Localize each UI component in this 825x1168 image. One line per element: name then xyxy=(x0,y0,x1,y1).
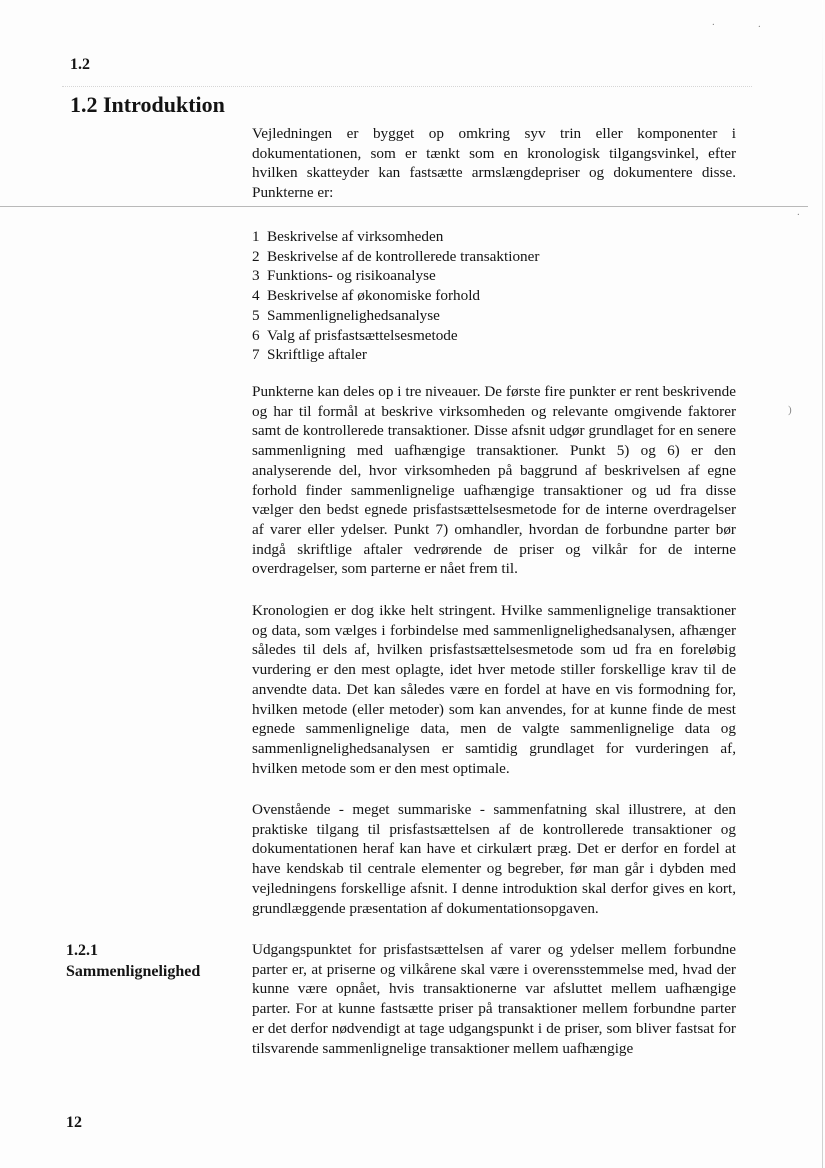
list-item-label: Valg af prisfastsættelsesmetode xyxy=(267,326,458,344)
header-rule xyxy=(62,86,752,87)
scan-edge-shadow xyxy=(822,0,823,1168)
running-head: 1.2 xyxy=(70,56,90,73)
list-item-number: 6 xyxy=(252,326,260,344)
scan-speck: ) xyxy=(788,404,792,416)
list-item xyxy=(252,247,736,267)
list-item xyxy=(252,227,736,247)
list-item-number: 7 xyxy=(252,346,260,364)
list-item xyxy=(252,306,736,326)
list-item-label: Beskrivelse af de kontrollerede transaktioner xyxy=(267,247,540,265)
list-item-number: 2 xyxy=(252,247,260,265)
section-heading xyxy=(66,940,200,982)
paragraph-chronology: Kronologien er dog ikke helt stringent. Hvilke sammenlignelige transaktioner og data, som vælges i forbindelse med sammenlignelighedsanalysen, afhænger således til dels af, hvilken prisfastsættelsesmetode som ud fra en foreløbig vurdering er den mest oplagte, idet hver metode stiller forskellige krav til de anvendte data. Det kan således være en fordel at have en vis formodning for, hvilken metode (eller metoder) som kan anvendes, for at kunne finde de mest egnede sammenlignelige data, men de valgte sammenlignelige data og sammenlignelighedsanalysen er samtidig grundlaget for vurderingen af, hvilken metode som er den mest optimale. xyxy=(252,602,736,777)
list-item xyxy=(252,286,736,306)
list-item-label: Beskrivelse af virksomheden xyxy=(267,228,444,245)
list-item xyxy=(252,266,736,286)
list-item-label: Funktions- og risikoanalyse xyxy=(267,267,436,285)
intro-paragraph: Vejledningen er bygget op omkring syv trin eller komponenter i dokumentationen, som er tænkt som en kronologisk tilgangsvinkel, efter hvilken skatteyder kan fastsætte armslængdepriser og dokumentere disse. Punkterne er: xyxy=(252,125,736,202)
list-item xyxy=(252,326,736,346)
page-number: 12 xyxy=(66,1114,82,1131)
section-paragraph: Udgangspunktet for prisfastsættelsen af varer og ydelser mellem forbundne parter er, at priserne og vilkårene skal være i overensstemmelse med, hvad der kunne være opnået, hvis transaktionerne var afsluttet mellem uafhængige parter. For at kunne fastsætte priser på transaktioner mellem forbundne parter er det derfor nødvendigt at tage udgangspunkt i de priser, som bliver fastsat for tilsvarende sammenlignelige transaktioner mellem uafhængige xyxy=(252,941,736,1057)
list-item xyxy=(252,345,736,365)
scan-speck: . xyxy=(797,206,800,218)
list-item-number: 4 xyxy=(252,287,260,305)
scan-fold-line xyxy=(0,206,808,207)
list-item-label: Beskrivelse af økonomiske forhold xyxy=(267,287,481,305)
list-item-number: 5 xyxy=(252,306,260,324)
section-title: Sammenlignelighed xyxy=(66,963,201,980)
list-item-label: Skriftlige aftaler xyxy=(267,346,367,364)
paragraph-levels: Punkterne kan deles op i tre niveauer. De første fire punkter er rent beskrivende og har til formål at beskrive virksomheden og relevante omgivende faktorer samt de kontrollerede transaktioner. Disse afsnit udgør grundlaget for en senere sammenligning med uafhængige transaktioner. Punkt 5) og 6) er den analyserende del, hvor virksomheden på baggrund af beskrivelsen af egne forhold finder sammenlignelige uafhængige transaktioner og ud fra disse vælger den bedst egnede prisfastsættelsesmetode for de interne overdragelser af varer eller ydelser. Punkt 7) omhandler, hvordan de forbundne parter bør indgå skriftlige aftaler vedrørende de priser og vilkår for de interne overdragelser, som parterne er nået frem til. xyxy=(252,383,736,578)
list-item-number: 1 xyxy=(252,228,260,245)
list-item-number: 3 xyxy=(252,267,260,285)
scan-speck: . xyxy=(758,18,761,30)
steps-list xyxy=(252,227,736,365)
scan-speck: . xyxy=(712,16,715,28)
section-number: 1.2.1 xyxy=(66,942,98,959)
list-item-label: Sammenlignelighedsanalyse xyxy=(267,306,440,324)
paragraph-summary: Ovenstående - meget summariske - sammenfatning skal illustrere, at den praktiske tilgang til prisfastsættelsen af de kontrollerede transaktioner og dokumentationen heraf kan have et cirkulært præg. Det er derfor en fordel at have kendskab til centrale elementer og begreber, før man går i dybden med vejledningens forskellige afsnit. I denne introduktion skal derfor gives en kort, grundlæggende præsentation af dokumentationsopgaven. xyxy=(252,801,736,917)
chapter-title: 1.2 Introduktion xyxy=(70,92,225,117)
